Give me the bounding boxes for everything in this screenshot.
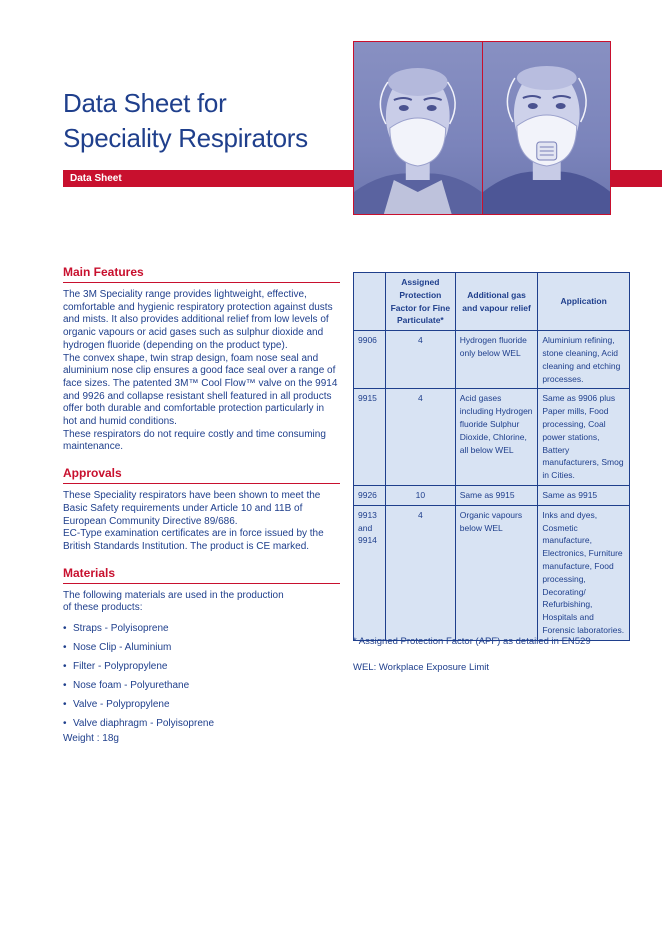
person-wearing-valved-respirator-icon [483,42,611,214]
list-item: • Filter - Polypropylene [63,661,340,674]
table-row [354,331,630,389]
page-title-line1: Data Sheet for [63,88,227,118]
approvals-paragraph-2: EC-Type examination certificates are in force issued by the British Standards Institution. The product is CE marked. [63,528,324,552]
table-cell-application: Inks and dyes, Cosmetic manufacture, Electronics, Furniture manufacture, Food processing, Decorating/ Refurbishing, Hospitals and Forensic laboratories. [538,505,630,640]
table-cell-relief: Organic vapours below WEL [455,505,538,640]
table-row [354,485,630,505]
table-cell-apf: 4 [385,331,455,389]
main-features-paragraph-2: The convex shape, twin strap design, foam nose seal and aluminium nose clip ensures a good face seal over a range of face sizes. The patented 3M™ Cool Flow™ valve on the 9914 and 9926 and collapse resistant shell featured in all products offer both durable and comfortable protection particularly in hot and humid conditions. [63,352,338,428]
main-features-heading: Main Features [63,265,340,283]
table-header-apf: Assigned Protection Factor for Fine Particulate* [385,273,455,331]
main-features-section [63,265,340,454]
list-item: • Nose Clip - Aluminium [63,642,340,655]
page-title-line2: Speciality Respirators [63,123,308,153]
materials-weight: Weight : 18g [63,733,119,745]
left-column [63,265,340,758]
list-item: • Valve - Polypropylene [63,699,340,712]
table-cell-application: Same as 9915 [538,485,630,505]
product-photos [353,41,611,215]
approvals-section [63,466,340,554]
table-cell-apf: 10 [385,485,455,505]
respirator-photo-right [482,42,611,214]
respirator-photo-left [354,42,482,214]
table-header-model [354,273,386,331]
table-cell-model: 9913 and 9914 [354,505,386,640]
list-item: • Nose foam - Polyurethane [63,680,340,693]
materials-intro-line2: of these products: [63,602,143,614]
main-features-paragraph-1: The 3M Speciality range provides lightweight, effective, comfortable and hygienic respiratory protection against dusts and mists. It also provides additional relief from low levels of organic vapours or acid gases such as sulphur dioxide and hydrogen fluoride (depending on the product type). [63,289,333,351]
table-cell-application: Same as 9906 plus Paper mills, Food processing, Coal power stations, Battery manufacturers, Smog in Cities. [538,389,630,486]
table-cell-application: Aluminium refining, stone cleaning, Acid cleaning and etching processes. [538,331,630,389]
materials-intro-line1: The following materials are used in the production [63,589,284,601]
table-cell-model: 9906 [354,331,386,389]
approvals-paragraph-1: These Speciality respirators have been shown to meet the Basic Safety requirements under Article 10 and 11B of European Community Directive 89/686. [63,490,321,527]
page-title [63,86,343,156]
approvals-heading: Approvals [63,466,340,484]
table-cell-apf: 4 [385,505,455,640]
band-label: Data Sheet [70,173,122,184]
main-features-paragraph-3: These respirators do not require costly and time consuming maintenance. [63,428,326,453]
table-cell-apf: 4 [385,389,455,486]
list-item: • Straps - Polyisoprene [63,623,340,636]
table-row [354,389,630,486]
table-header-application: Application [538,273,630,331]
table-cell-relief: Acid gases including Hydrogen fluoride Sulphur Dioxide, Chlorine, all below WEL [455,389,538,486]
person-wearing-respirator-icon [354,42,482,214]
table-header-relief: Additional gas and vapour relief [455,273,538,331]
table-cell-relief: Hydrogen fluoride only below WEL [455,331,538,389]
wel-footnote: WEL: Workplace Exposure Limit [353,662,490,673]
table-header-row [354,273,630,331]
materials-heading: Materials [63,566,340,584]
list-item: • Valve diaphragm - Polyisoprene [63,718,340,731]
table-cell-model: 9915 [354,389,386,486]
table-row [354,505,630,640]
materials-section [63,566,340,746]
product-table [353,272,630,641]
table-cell-model: 9926 [354,485,386,505]
table-cell-relief: Same as 9915 [455,485,538,505]
apf-footnote: * Assigned Protection Factor (APF) as detailed in EN529 [353,636,591,647]
materials-list [63,623,340,731]
